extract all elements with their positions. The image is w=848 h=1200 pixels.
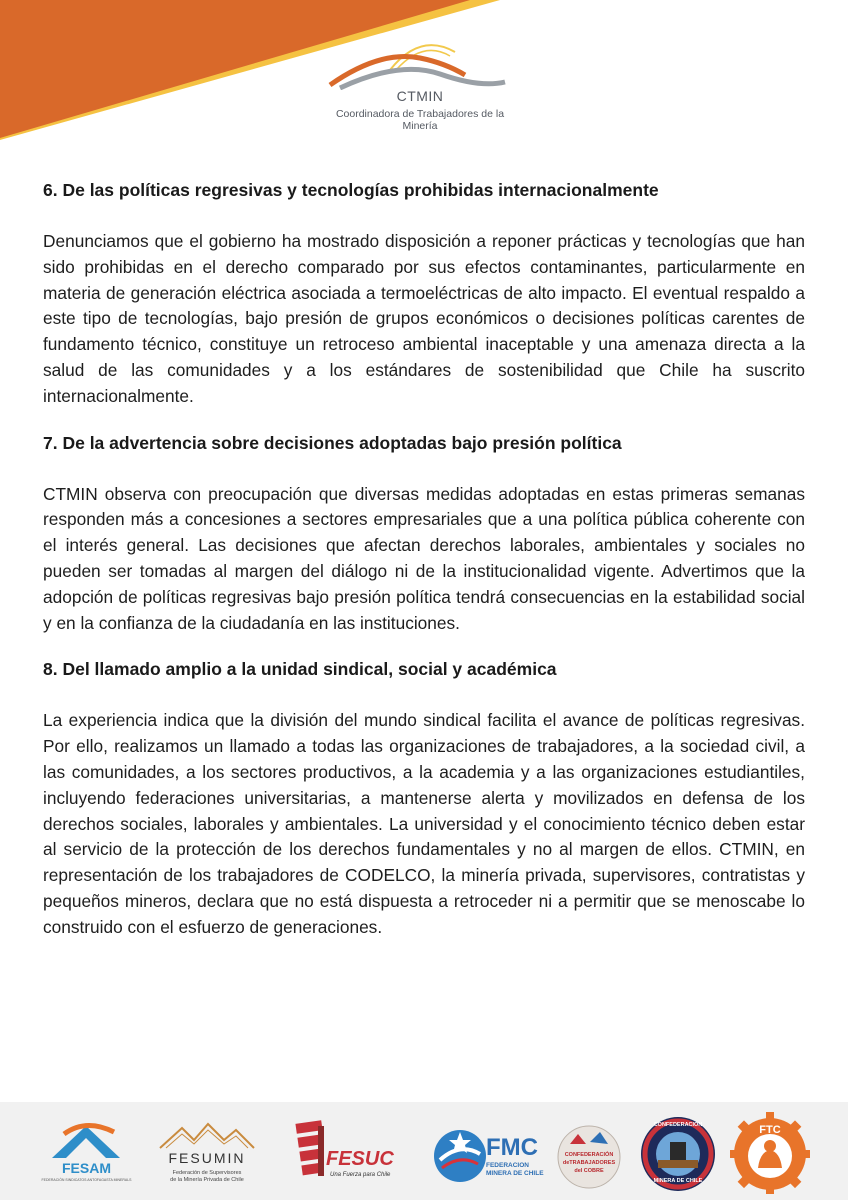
section-paragraph: Denunciamos que el gobierno ha mostrado disposición a reponer prácticas y tecnologías que han sido prohibidas en el derecho comparado por sus efectos contaminantes, particularmente en materia de generación eléctrica asociada a termoeléctricas de alto impacto. El eventual respaldo a este tipo de tecnologías, bajo presión de grupos económicos o decisiones políticas carentes de fundamento técnico, constituye un retroceso ambiental inaceptable y una amenaza directa a la salud de las comunidades y a los estándares de sostenibilidad que Chile ha suscrito internacionalmente. (43, 231, 805, 406)
confederacion-cobre-line-1: CONFEDERACIÓN (564, 1152, 614, 1158)
fesumin-name: FESUMIN (168, 1150, 246, 1166)
ctmin-logo (320, 30, 520, 130)
fesumin-subtitle-2: de la Minería Privada de Chile (170, 1177, 244, 1183)
fmc-logo (432, 1124, 542, 1188)
logo-title: CTMIN (396, 88, 444, 104)
footer-logo-strip (0, 1102, 848, 1200)
logo-subtitle: Coordinadora de Trabajadores de la Minería (335, 108, 505, 132)
ftc-logo (728, 1110, 812, 1194)
confederacion-cobre-logo (556, 1124, 622, 1190)
fesam-emblem-icon (44, 1120, 129, 1160)
fesam-name: FESAM (62, 1160, 111, 1176)
section-8 (43, 656, 805, 940)
ftc-subtitle: CHILE (761, 1172, 779, 1178)
ctmin-emblem-icon (320, 30, 520, 90)
section-title: 8. Del llamado amplio a la unidad sindical, social y académica (43, 659, 557, 680)
fesumin-logo (152, 1120, 262, 1192)
fmc-subtitle-1: FEDERACION (486, 1162, 529, 1169)
fmc-name: FMC (486, 1134, 538, 1161)
document-body (43, 177, 805, 961)
ftc-name: FTC (759, 1124, 781, 1136)
confederacion-minera-line-2: MINERA DE CHILE (653, 1178, 703, 1184)
fesuc-subtitle: Una Fuerza para Chile (330, 1172, 391, 1178)
section-7 (43, 430, 805, 637)
confederacion-cobre-line-3: del COBRE (574, 1168, 604, 1174)
confederacion-minera-line-1: CONFEDERACIÓN (653, 1122, 703, 1128)
confederacion-minera-logo (640, 1116, 716, 1192)
section-title: 7. De la advertencia sobre decisiones adoptadas bajo presión política (43, 432, 622, 453)
fesuc-logo (290, 1118, 410, 1190)
section-title: 6. De las políticas regresivas y tecnologías prohibidas internacionalmente (43, 180, 659, 200)
section-paragraph: La experiencia indica que la división del mundo sindical facilita el avance de políticas regresivas. Por ello, realizamos un llamado a todas las organizaciones de trabajadores, a la sociedad civil, a las comunidades, a los sectores productivos, a la academia y a las organizaciones estudiantiles, incluyendo federaciones universitarias, a mantenerse alerta y movilizados en defensa de los derechos sociales, laborales y ambientales. La universidad y el conocimiento técnico deben estar al servicio de la protección de los derechos fundamentales y no al margen de ellos. CTMIN, en representación de los trabajadores de CODELCO, la minería privada, supervisores, contratistas y pequeños mineros, declara que no está dispuesta a retroceder ni a permitir que se menoscabe lo construido con el esfuerzo de generaciones. (43, 710, 805, 937)
section-paragraph: CTMIN observa con preocupación que diversas medidas adoptadas en estas primeras semanas responden más a concesiones a sectores empresariales que a una política pública coherente con el interés general. Las decisiones que afectan derechos laborales, ambientales y sociales no pueden ser tomadas al margen del diálogo ni de la institucionalidad vigente. Advertimos que la adopción de políticas regresivas bajo presión política tendrá consecuencias en la estabilidad social y en la confianza de la ciudadanía en las instituciones. (43, 483, 805, 633)
fesam-subtitle: FEDERACIÓN SINDICATOS ANTOFAGASTA MINERALS (41, 1178, 132, 1182)
fesumin-mountain-icon (152, 1120, 262, 1150)
fesuc-name: FESUC (326, 1148, 394, 1170)
fmc-subtitle-2: MINERA DE CHILE (486, 1170, 544, 1177)
ftc-gear-icon (728, 1110, 812, 1194)
section-6 (43, 177, 805, 410)
confederacion-cobre-line-2: deTRABAJADORES (562, 1160, 616, 1166)
fesam-logo (41, 1120, 132, 1190)
fesumin-subtitle-1: Federación de Supervisores (172, 1170, 242, 1176)
fmc-emblem-icon (432, 1124, 488, 1188)
